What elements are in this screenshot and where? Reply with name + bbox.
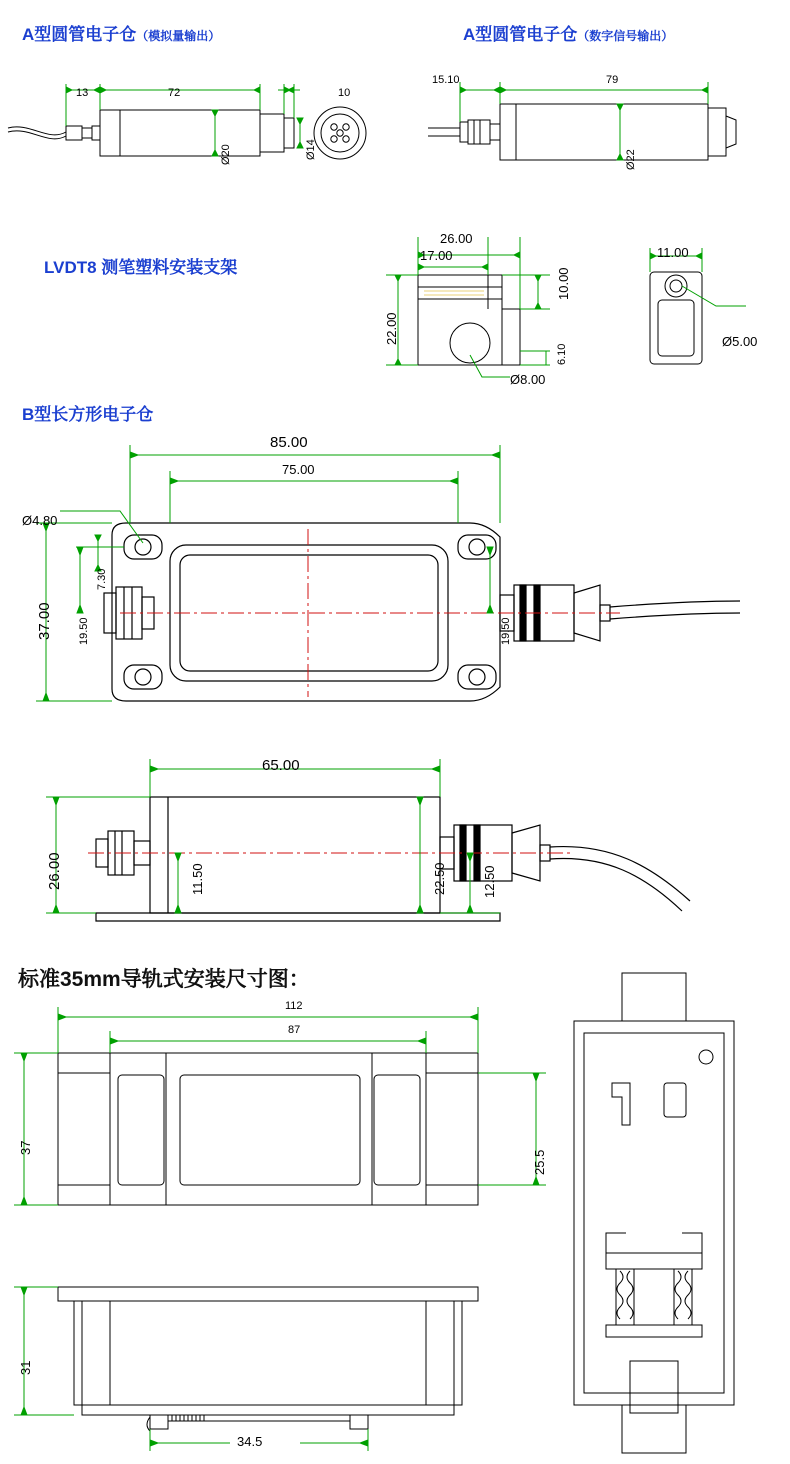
dim-din-31: 31	[18, 1360, 33, 1375]
drawing-bracket-front	[370, 225, 590, 395]
dim-b-37: 37.00	[36, 602, 53, 640]
dim-a-analog-d14: Ø14	[305, 139, 317, 160]
dim-a-analog-d20: Ø20	[220, 144, 232, 165]
drawing-b-front	[0, 425, 790, 715]
dim-bs-2250: 22.50	[432, 862, 447, 895]
title-subtext: （模拟量输出）	[136, 29, 221, 43]
dim-din-255: 25.5	[532, 1149, 547, 1175]
drawing-b-side	[0, 745, 790, 935]
dim-bracket-11: 11.00	[657, 245, 689, 260]
title-subtext: （数字信号输出）	[577, 29, 674, 43]
dim-a-digital-79: 79	[606, 74, 619, 86]
drawing-din-bottom	[0, 1265, 570, 1455]
dim-a-digital-1510: 15.10	[432, 74, 460, 86]
section-title-a-digital	[463, 20, 673, 45]
section-title-din-rail: 标准35mm导轨式安装尺寸图：	[18, 968, 310, 991]
dim-bracket-d5: Ø5.00	[722, 334, 758, 349]
dim-bracket-10: 10.00	[556, 267, 571, 300]
dim-bracket-26: 26.00	[440, 231, 473, 246]
dim-b-d48: Ø4.80	[22, 513, 58, 528]
dim-b-75: 75.00	[282, 462, 315, 477]
dim-bracket-610: 6.10	[556, 343, 568, 365]
dim-b-1950-right: 19.50	[500, 617, 512, 645]
drawing-din-top	[0, 995, 570, 1245]
section-title-b-box: B型长方形电子仓	[22, 405, 154, 424]
dim-din-112: 112	[285, 1000, 303, 1012]
dim-b-730: 7.30	[96, 568, 108, 590]
drawing-a-digital	[420, 70, 790, 220]
dim-din-37: 37	[18, 1140, 33, 1155]
dim-a-analog-72: 72	[168, 87, 181, 99]
dim-din-87: 87	[288, 1024, 301, 1036]
dim-bs-65: 65.00	[262, 757, 300, 774]
dim-a-analog-13: 13	[76, 87, 89, 99]
section-title-a-analog	[22, 20, 220, 45]
dim-a-digital-d22: Ø22	[625, 149, 637, 170]
dim-bs-1250: 12.50	[482, 865, 497, 898]
title-text: A型圆管电子仓	[22, 25, 137, 44]
dim-bs-26: 26.00	[46, 852, 63, 890]
dim-b-1950-left: 19.50	[78, 617, 90, 645]
dim-b-85: 85.00	[270, 434, 308, 451]
dim-a-analog-10: 10	[338, 87, 351, 99]
dim-bracket-d8: Ø8.00	[510, 372, 546, 387]
drawing-bracket-side	[620, 240, 790, 380]
dim-bs-1150: 11.50	[190, 863, 205, 895]
dim-bracket-22: 22.00	[384, 312, 399, 345]
section-title-bracket: LVDT8 测笔塑料安装支架	[44, 258, 238, 277]
drawing-din-rear	[560, 965, 790, 1460]
title-text: A型圆管电子仓	[463, 25, 578, 44]
dim-bracket-17: 17.00	[420, 248, 453, 263]
dim-din-345: 34.5	[237, 1434, 263, 1449]
